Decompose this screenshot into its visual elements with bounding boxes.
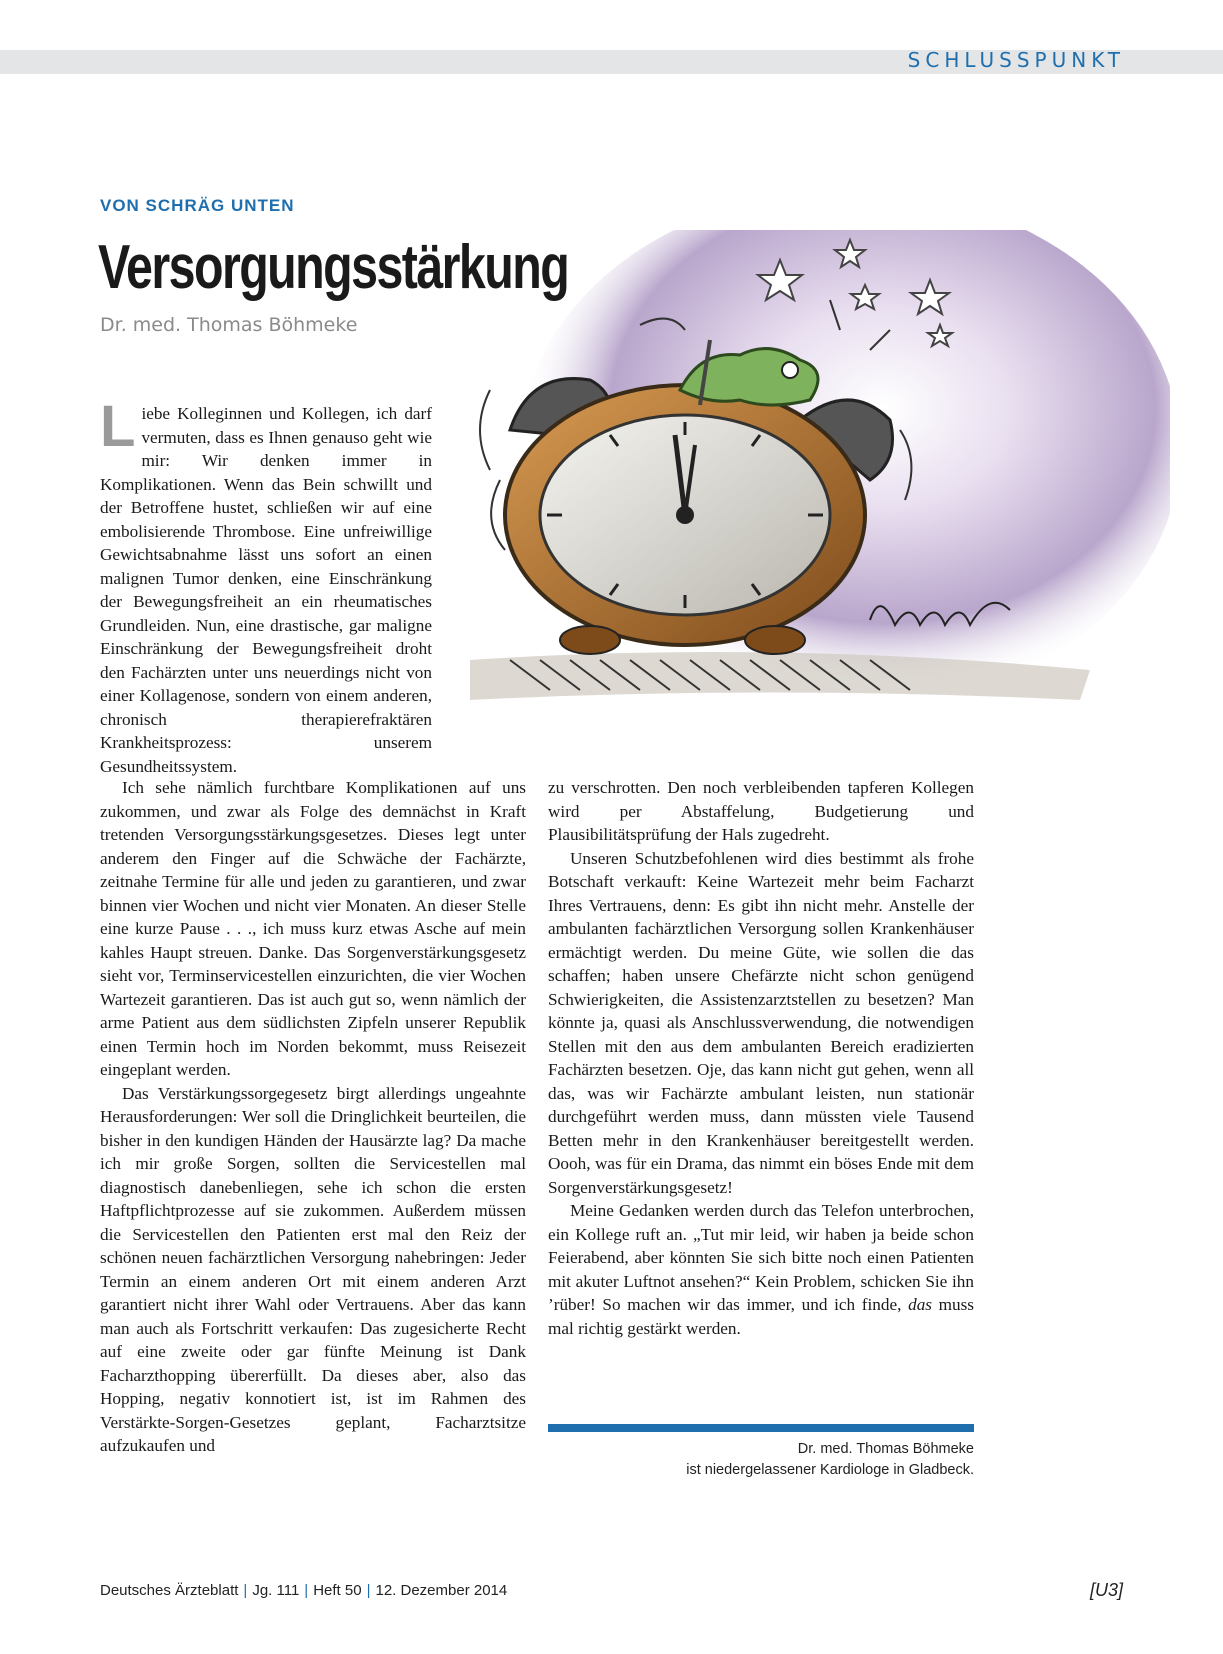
section-label: SCHLUSSPUNKT bbox=[907, 48, 1125, 72]
volume: Jg. 111 bbox=[252, 1582, 300, 1599]
emphasis: das bbox=[908, 1295, 932, 1314]
body-paragraph: Das Verstärkungssorgegesetz birgt allerdings ungeahnte Herausforderungen: Wer soll die Dringlichkeit beurteilen, die bisher in den kundigen Händen der Hausärzte lag? Da mache ich mir große Sorgen, sollten die Servicestellen mal diagnostisch danebenliegen, sehe ich schon die ersten Haftpflichtprozesse auf sie zukommen. Außerdem müssen die Servicestellen den Patienten erst mal den Reiz der schönen neuen fachärztlichen Versorgung nahebringen: Jeder Termin an einem anderen Ort mit einem anderen Arzt garantiert nicht ihrer Wahl oder Vertrauens. Aber das kann man auch als Fortschritt verkaufen: Das zugesicherte Recht auf eine zweite oder gar fünfte Meinung ist Dank Facharzthopping übererfüllt. Da dieses aber, also das Hopping, negativ konnotiert ist, ist im Rahmen des Verstärkte-Sorgen-Gesetzes geplant, Facharztsitze aufzukaufen und bbox=[100, 1083, 526, 1455]
issue: Heft 50 bbox=[313, 1582, 362, 1599]
article-title: Versorgungsstärkung bbox=[98, 233, 569, 302]
issue-date: 12. Dezember 2014 bbox=[375, 1582, 508, 1599]
article-author: Dr. med. Thomas Böhmeke bbox=[100, 314, 358, 336]
drop-cap: L bbox=[100, 394, 136, 459]
author-note-name: Dr. med. Thomas Böhmeke bbox=[797, 1441, 974, 1457]
alarm-clock-illustration bbox=[470, 230, 1170, 730]
article-column-1 bbox=[100, 776, 526, 1458]
body-paragraph: zu verschrotten. Den noch verbleibenden tapferen Kollegen wird per Abstaffelung, Budgetierung und Plausibilitätsprüfung der Hals zugedreht. bbox=[548, 778, 974, 844]
author-rule bbox=[548, 1424, 974, 1432]
footer: Deutsches Ärzteblatt | Jg. 111 | Heft 50 | 12. Dezember 2014 bbox=[100, 1582, 508, 1599]
journal-name: Deutsches Ärzteblatt bbox=[100, 1582, 239, 1599]
body-paragraph: Ich sehe nämlich furchtbare Komplikationen auf uns zukommen, und zwar als Folge des demnächst in Kraft tretenden Versorgungsstärkungsgesetzes. Dieses legt unter anderem den Finger auf die Schwäche der Fachärzte, zeitnahe Termine für alle und jeden zu garantieren, und zwar binnen vier Wochen und nicht vier Monaten. An dieser Stelle eine kurze Pause . . ., ich muss kurz etwas Asche auf mein kahles Haupt streuen. Danke. Das Sorgenverstärkungsgesetz sieht vor, Terminservicestellen einzurichten, die vier Wochen Wartezeit garantieren. Das ist auch gut so, wenn nämlich der arme Patient aus dem südlichsten Zipfeln unserer Republik einen Termin hoch im Norden bekommt, muss Reisezeit eingeplant werden. bbox=[100, 778, 526, 1079]
page-number: [U3] bbox=[1089, 1580, 1123, 1600]
article-column-1-intro bbox=[100, 394, 432, 778]
article-column-2 bbox=[548, 776, 974, 1340]
article-kicker: VON SCHRÄG UNTEN bbox=[100, 196, 295, 215]
author-note-role: ist niedergelassener Kardiologe in Gladbeck. bbox=[686, 1462, 974, 1478]
body-paragraph: Unseren Schutzbefohlenen wird dies bestimmt als frohe Botschaft verkauft: Keine Wartezeit mehr beim Facharzt Ihres Vertrauens, denn: Es gibt ihn nicht mehr. Anstelle der ambulanten fachärztlichen Versorgung sollen Krankenhäuser ermächtigt werden. Du meine Güte, wie sollen die das schaffen; haben unsere Chefärzte nicht schon genügend Schwierigkeiten, die Assistenzarztstellen zu besetzen? Man könnte ja, quasi als Anschlussverwendung, die notwendigen Stellen mit den aus dem ambulanten Bereich eradizierten Fachärzten besetzen. Oje, das kann nicht gut gehen, wenn all das, was wir Fachärzte ambulant leisten, nun stationär durchgeführt werden muss, dann müssten viele Tausend Betten mehr in den Krankenhäuser bereitgestellt werden. Oooh, was für ein Drama, das nimmt ein böses Ende mit dem Sorgenverstärkungsgesetz! bbox=[548, 848, 974, 1197]
intro-paragraph: Liebe Kolleginnen und Kollegen, ich darf vermuten, dass es Ihnen genauso geht wie mir: Wir denken immer in Komplikationen. Wenn das Bein schwillt und der Betroffene hustet, schließen wir auf eine embolisierende Thrombose. Eine unfreiwillige Gewichtsabnahme lässt uns sofort an einen malignen Tumor denken, eine Einschränkung der Bewegungsfreiheit an ein rheumatisches Grundleiden. Nun, eine drastische, gar maligne Einschränkung der Bewegungsfreiheit droht den Fachärzten unter uns neuerdings nicht von einer Kollagenose, sondern von einem anderen, chronisch therapierefraktären Krankheitsprozess: unserem Gesundheitssystem. bbox=[100, 394, 432, 776]
body-paragraph: Meine Gedanken werden durch das Telefon unterbrochen, ein Kollege ruft an. „Tut mir leid, wir haben ja beide schon Feierabend, aber könnten Sie sich bitte noch einen Patienten mit akuter Luftnot ansehen?“ Kein Problem, schicken Sie ihn ’rüber! So machen wir das immer, und ich finde, das muss mal richtig gestärkt werden. bbox=[548, 1201, 975, 1338]
